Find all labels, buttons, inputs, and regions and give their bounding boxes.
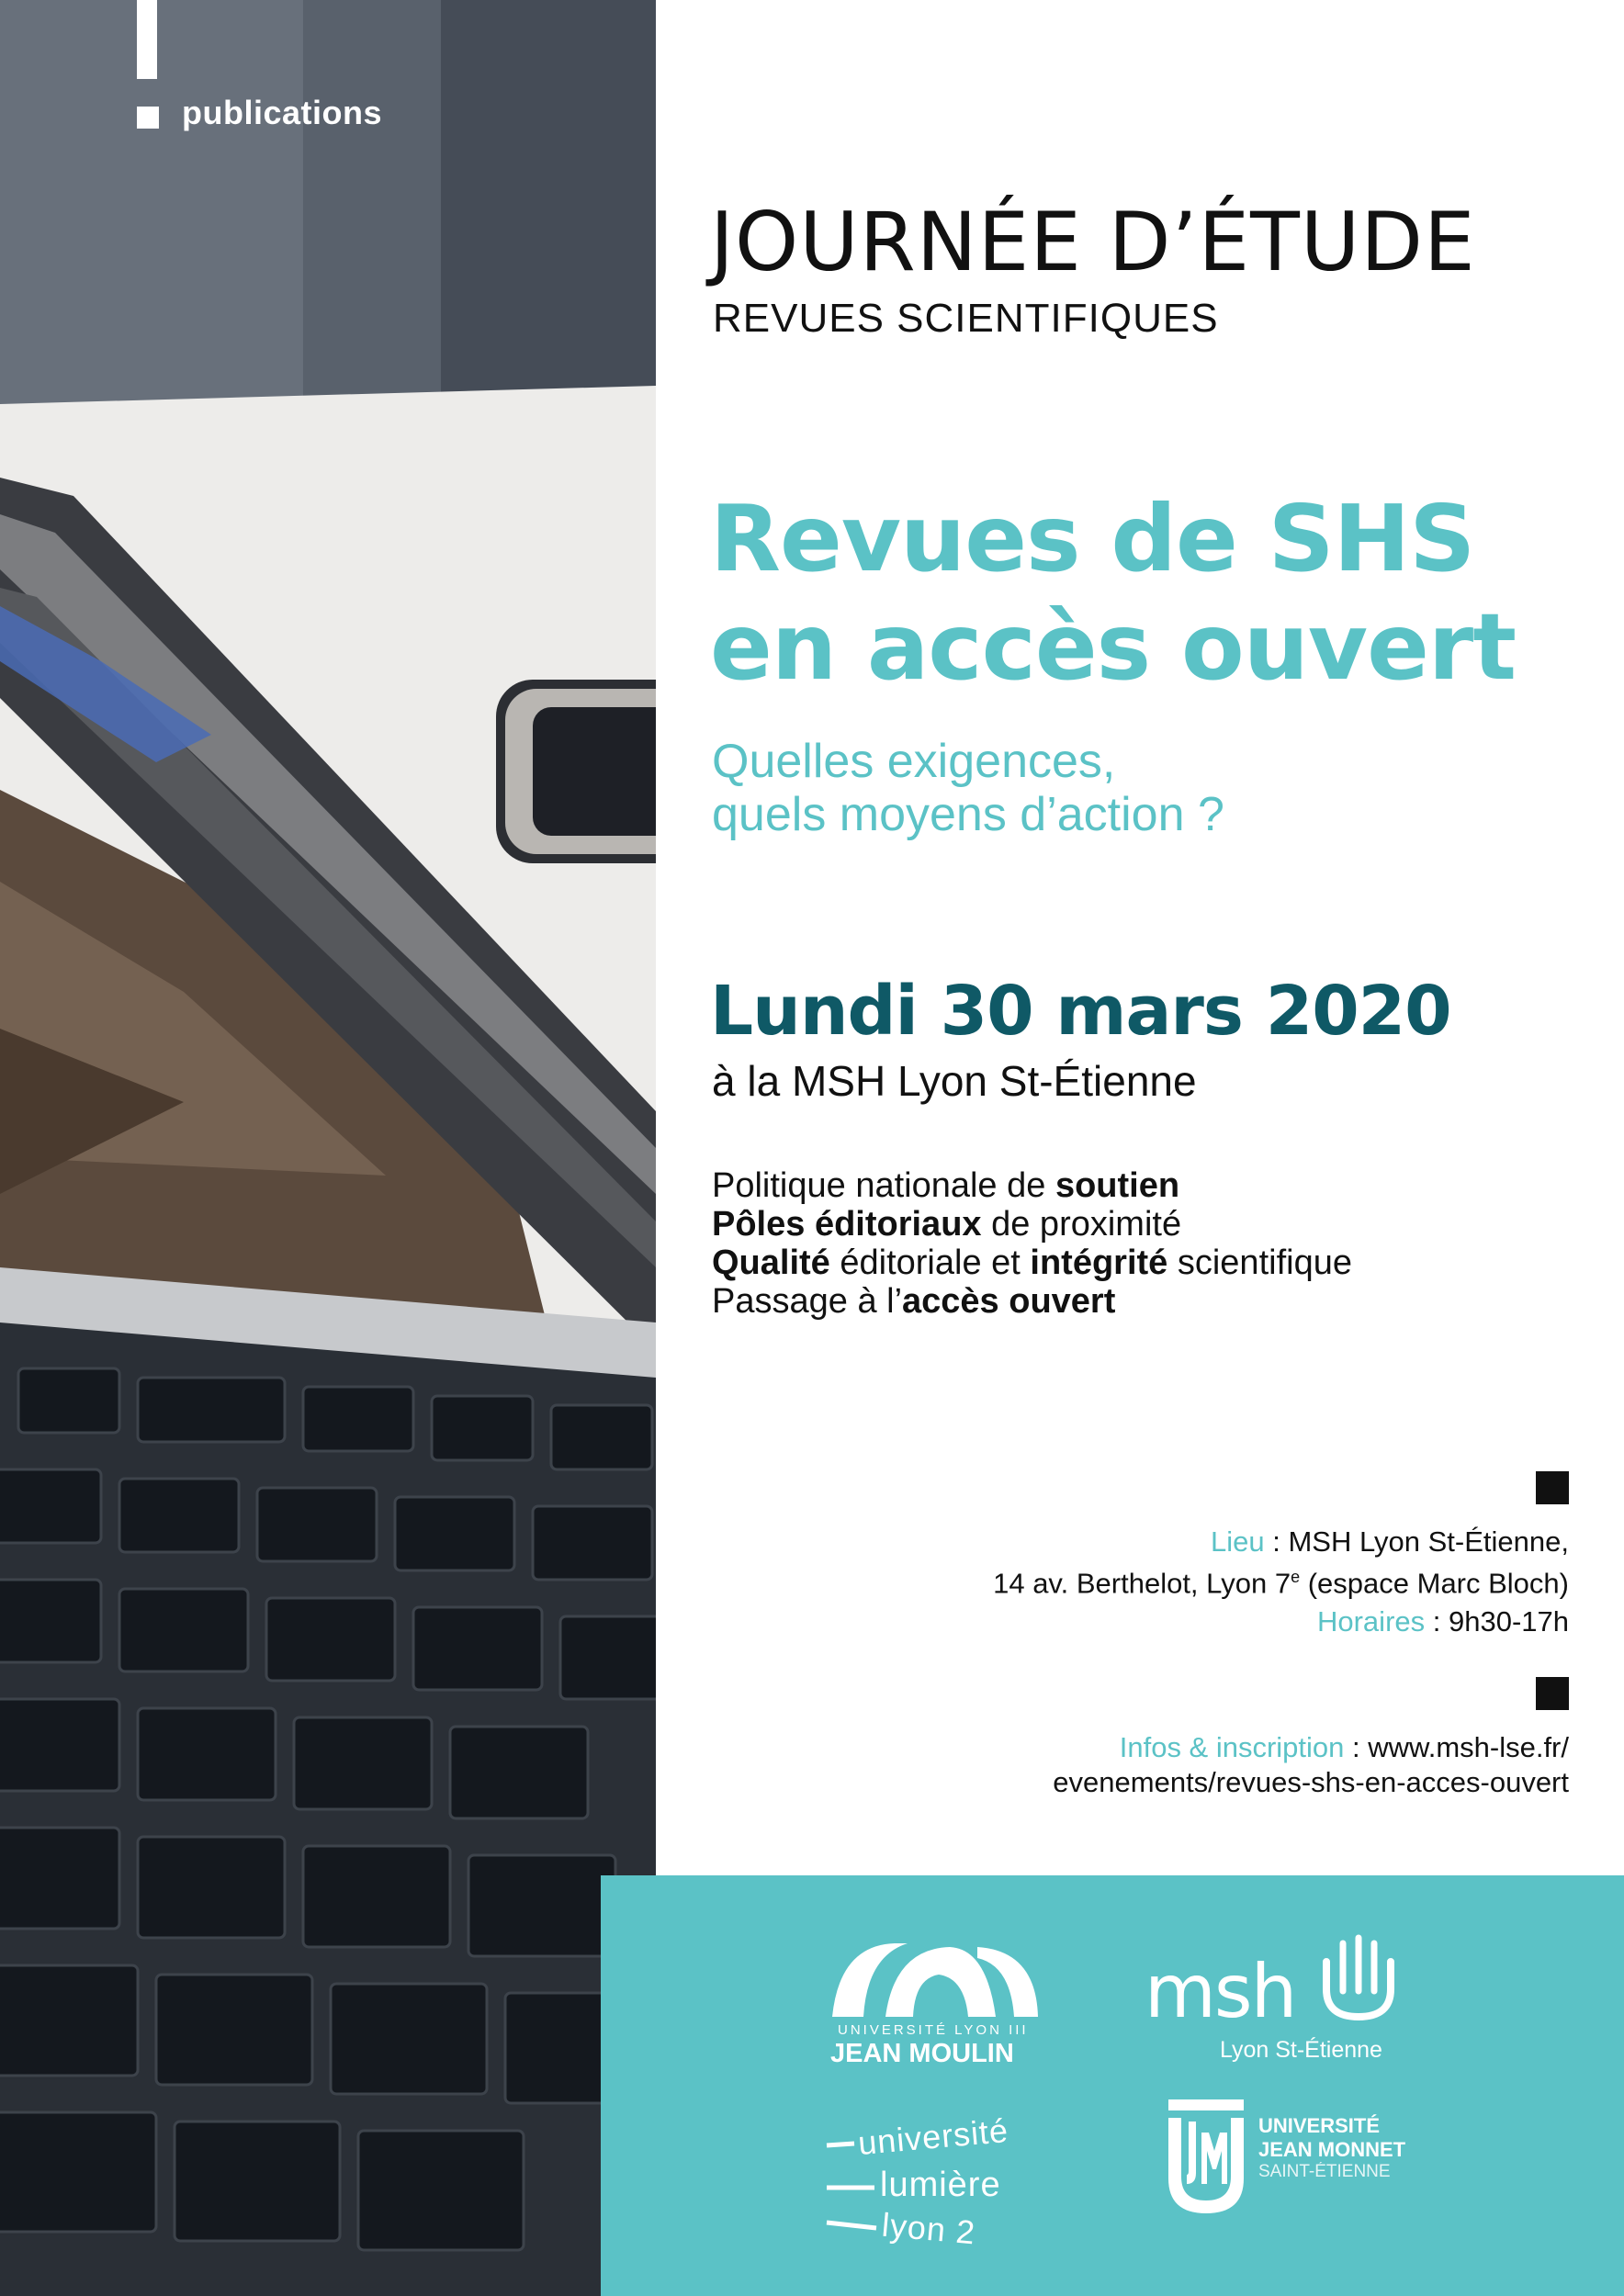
location-line [993, 1525, 1569, 1559]
registration-info [1053, 1730, 1569, 1800]
address-line [993, 1559, 1569, 1601]
location-info [993, 1525, 1569, 1639]
event-date: Lundi 30 mars 2020 [710, 972, 1451, 1051]
lumiere-lyon2-logo [823, 2096, 1062, 2261]
lumiere-line-1: université [856, 2110, 1010, 2163]
theme-item-text: éditoriale et [829, 1244, 1031, 1282]
themes-list [712, 1166, 1352, 1321]
registration-label: Infos & inscription [1119, 1731, 1345, 1763]
jean-moulin-name: JEAN MOULIN [830, 2039, 1014, 2068]
jean-monnet-logo [1165, 2096, 1440, 2234]
theme-item-text: scientifique [1167, 1244, 1352, 1282]
msh-hand-icon [1317, 1934, 1400, 2026]
hours-separator: : [1425, 1605, 1449, 1638]
location-label: Lieu [1210, 1525, 1265, 1558]
theme-item [712, 1244, 1352, 1282]
main-title-line-1: Revues de SHS [710, 485, 1475, 592]
jean-monnet-line-3: SAINT-ÉTIENNE [1258, 2162, 1391, 2181]
jean-monnet-line-1: UNIVERSITÉ [1258, 2114, 1381, 2137]
theme-item-text: Passage à l’ [712, 1282, 903, 1321]
partner-logos-panel [601, 1875, 1624, 2296]
tagline [712, 735, 1224, 841]
desk-laptop-photo [0, 0, 656, 2296]
hours-line [993, 1604, 1569, 1639]
main-title [710, 485, 1516, 702]
theme-item [712, 1282, 1352, 1321]
address-text: 14 av. Berthelot, Lyon 7 [993, 1567, 1291, 1600]
theme-item-bold-text: intégrité [1030, 1244, 1168, 1282]
theme-item-bold-text: soutien [1054, 1166, 1180, 1205]
lumiere-line-3: lyon 2 [880, 2205, 977, 2252]
jean-monnet-line-2: JEAN MONNET [1258, 2138, 1406, 2161]
publications-label: publications [182, 94, 383, 131]
theme-item-bold-text: Qualité [712, 1244, 830, 1282]
theme-item-text: de proximité [981, 1205, 1182, 1244]
theme-item [712, 1205, 1352, 1244]
jean-moulin-arches-icon [830, 1938, 1042, 2020]
hours-label: Horaires [1316, 1605, 1426, 1638]
registration-line [1053, 1730, 1569, 1765]
msh-subtitle: Lyon St-Étienne [1220, 2037, 1382, 2063]
theme-item-bold-text: accès ouvert [902, 1282, 1116, 1321]
event-type-heading: JOURNÉE D’ÉTUDE [710, 195, 1476, 289]
registration-url-part-1[interactable]: www.msh-lse.fr/ [1368, 1731, 1569, 1763]
address-superscript: e [1291, 1568, 1301, 1586]
publications-bar-mark [137, 0, 157, 79]
registration-url-part-2[interactable]: evenements/revues-shs-en-acces-ouvert [1053, 1766, 1569, 1798]
photo-illustration [0, 0, 656, 2296]
event-subtitle: REVUES SCIENTIFIQUES [713, 296, 1219, 341]
event-venue: à la MSH Lyon St-Étienne [712, 1057, 1197, 1105]
jean-monnet-emblem-icon [1165, 2096, 1247, 2217]
theme-item [712, 1166, 1352, 1205]
msh-wordmark: msh [1145, 1949, 1296, 2034]
main-title-line-2: en accès ouvert [710, 593, 1517, 701]
location-separator: : [1264, 1525, 1289, 1558]
publications-square-mark [137, 107, 159, 129]
tagline-line-1: Quelles exigences, [712, 735, 1116, 788]
info-square-bullet [1536, 1471, 1569, 1504]
registration-square-bullet [1536, 1677, 1569, 1710]
theme-item-bold-text: Pôles éditoriaux [712, 1205, 982, 1244]
msh-logo [1145, 1934, 1411, 2081]
jean-moulin-logo [830, 1938, 1042, 2076]
registration-separator: : [1344, 1731, 1369, 1763]
jean-moulin-small-text: UNIVERSITÉ LYON III [838, 2022, 1029, 2038]
lumiere-line-2: lumière [880, 2166, 1001, 2204]
hours-value: 9h30-17h [1448, 1605, 1569, 1638]
address-room: (espace Marc Bloch) [1300, 1567, 1569, 1600]
location-value: MSH Lyon St-Étienne, [1288, 1525, 1569, 1558]
theme-item-text: Politique nationale de [712, 1166, 1055, 1205]
tagline-line-2: quels moyens d’action ? [712, 788, 1224, 841]
